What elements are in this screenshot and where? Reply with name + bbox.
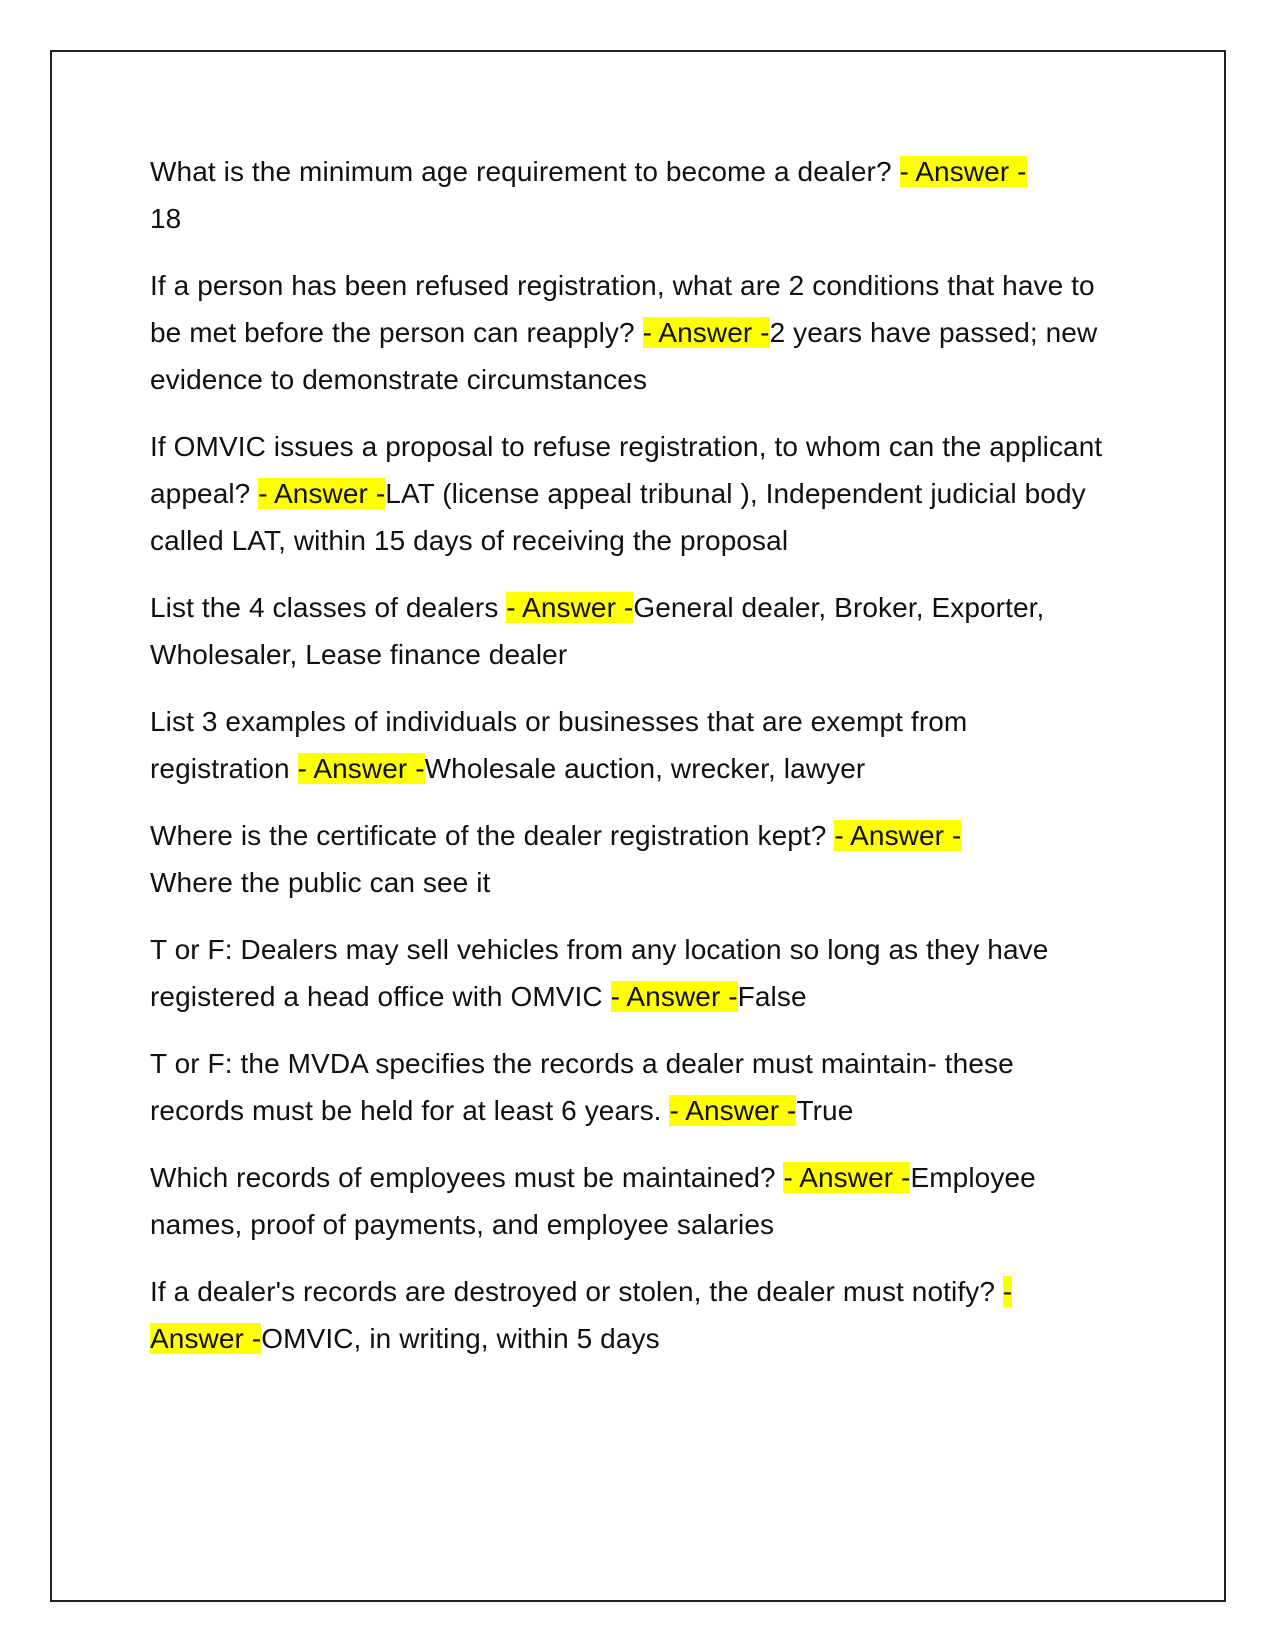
answer-text: General dealer, Broker, Exporter, Wholesaler, Lease finance dealer <box>150 592 1045 670</box>
answer-marker: - Answer - <box>669 1095 797 1126</box>
qa-item <box>150 1040 1110 1134</box>
qa-item <box>150 1154 1110 1248</box>
question-text: T or F: Dealers may sell vehicles from any location so long as they have registered a head office with OMVIC <box>150 934 1049 1012</box>
question-text: List the 4 classes of dealers <box>150 592 507 623</box>
question-text: T or F: the MVDA specifies the records a dealer must maintain- these records must be held for at least 6 years. <box>150 1048 1014 1126</box>
answer-marker: - Answer - <box>258 478 386 509</box>
qa-item <box>150 1268 1110 1362</box>
answer-text: OMVIC, in writing, within 5 days <box>261 1323 660 1354</box>
question-text: List 3 examples of individuals or businesses that are exempt from registration <box>150 706 968 784</box>
answer-marker: - Answer - <box>783 1162 911 1193</box>
question-text: If OMVIC issues a proposal to refuse registration, to whom can the applicant appeal? <box>150 431 1103 509</box>
qa-list <box>150 148 1110 1382</box>
answer-text: LAT (license appeal tribunal ), Independent judicial body called LAT, within 15 days of receiving the proposal <box>150 478 1086 556</box>
answer-text: True <box>796 1095 854 1126</box>
qa-item <box>150 812 1110 906</box>
answer-text: Employee names, proof of payments, and employee salaries <box>150 1162 1036 1240</box>
qa-item <box>150 926 1110 1020</box>
answer-text: Where the public can see it <box>150 867 491 898</box>
qa-item <box>150 262 1110 403</box>
answer-marker: - Answer - <box>899 156 1027 187</box>
qa-item <box>150 698 1110 792</box>
qa-item <box>150 148 1110 242</box>
question-text: If a person has been refused registration, what are 2 conditions that have to be met before the person can reapply? <box>150 270 1095 348</box>
qa-item <box>150 584 1110 678</box>
answer-text: Wholesale auction, wrecker, lawyer <box>424 753 866 784</box>
answer-marker: - Answer - <box>297 753 425 784</box>
answer-marker: - Answer - <box>642 317 770 348</box>
answer-text: 18 <box>150 203 182 234</box>
answer-text: False <box>737 981 807 1012</box>
answer-marker: - Answer - <box>834 820 962 851</box>
answer-text: 2 years have passed; new evidence to demonstrate circumstances <box>150 317 1098 395</box>
qa-item <box>150 423 1110 564</box>
question-text: Which records of employees must be maintained? <box>150 1162 784 1193</box>
answer-marker: - Answer - <box>150 1276 1013 1354</box>
answer-marker: - Answer - <box>506 592 634 623</box>
question-text: What is the minimum age requirement to become a dealer? <box>150 156 900 187</box>
answer-marker: - Answer - <box>610 981 738 1012</box>
question-text: If a dealer's records are destroyed or stolen, the dealer must notify? <box>150 1276 1003 1307</box>
question-text: Where is the certificate of the dealer registration kept? <box>150 820 835 851</box>
